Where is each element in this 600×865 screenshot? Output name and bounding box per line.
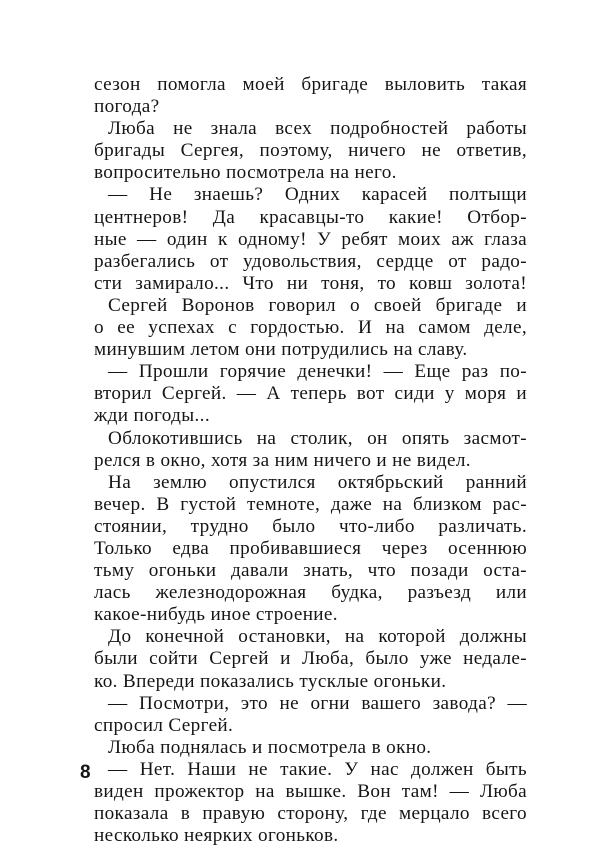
text-line: жди погоды... [94,405,210,427]
text-line: До конечной остановки, на которой должны [108,626,527,648]
text-line: спросил Сергей. [94,714,234,736]
text-line: вечер. В густой темноте, даже на близком рас- [94,493,527,515]
text-line: минувшим летом они потрудились на славу. [94,339,468,361]
text-line: — Посмотри, это не огни вашего завода? — [108,692,527,714]
paragraph [94,118,527,184]
text-line: о ее успехах с гордостью. И на самом деле, [94,317,527,339]
text-line: — Нет. Наши не такие. У нас должен быть [108,758,527,780]
text-line: — Не знаешь? Одних карасей полтыщи [108,184,527,206]
paragraph [94,472,527,627]
text-line: разбегались от удовольствия, сердце от радо- [94,250,527,272]
text-line: показала в правую сторону, где мерцало всего [94,803,527,825]
paragraph [94,626,527,692]
paragraph [94,428,527,472]
paragraph [94,737,527,759]
text-line: сти замирало... Что ни тоня, то ковш золота! [94,272,527,294]
page-number: 8 [80,762,91,783]
text-line: лась железнодорожная будка, разъезд или [94,582,527,604]
text-line: были сойти Сергей и Люба, было уже недале- [94,648,527,670]
paragraph [94,295,527,361]
text-line: ко. Впереди показались тусклые огоньки. [94,670,447,692]
text-line: ные — один к одному! У ребят моих аж глаза [94,228,527,250]
text-line: центнеров! Да красавцы-то какие! Отбор- [94,206,527,228]
text-line: тьму огоньки давали знать, что позади оста- [94,560,527,582]
paragraph [94,759,527,847]
text-line: Люба не знала всех подробностей работы [108,118,527,140]
paragraph [94,74,527,118]
text-line: релся в окно, хотя за ним ничего и не видел. [94,449,471,471]
text-line: бригады Сергея, поэтому, ничего не ответив, [94,140,527,162]
text-line: вторил Сергей. — А теперь вот сиди у моря и [94,383,527,405]
text-line: — Прошли горячие денечки! — Еще раз по- [108,361,527,383]
paragraph [94,693,527,737]
text-line: какое-нибудь иное строение. [94,604,338,626]
paragraph [94,184,527,294]
text-line: Облокотившись на столик, он опять засмот- [108,427,527,449]
text-line: погода? [94,96,160,118]
text-line: несколько неярких огоньков. [94,825,339,847]
text-line: виден прожектор на вышке. Вон там! — Люба [94,781,527,802]
text-line: сезон помогла моей бригаде выловить такая [94,74,527,95]
text-line: На землю опустился октябрьский ранний [108,471,527,493]
text-line: вопросительно посмотрела на него. [94,162,397,184]
paragraph [94,361,527,427]
text-line: Сергей Воронов говорил о своей бригаде и [108,294,527,316]
text-line: Люба поднялась и посмотрела в окно. [108,736,432,758]
book-page-text [94,74,527,847]
text-line: Только едва пробивавшиеся через осеннюю [94,537,527,559]
text-line: стоянии, трудно было что-либо различать. [94,515,527,537]
